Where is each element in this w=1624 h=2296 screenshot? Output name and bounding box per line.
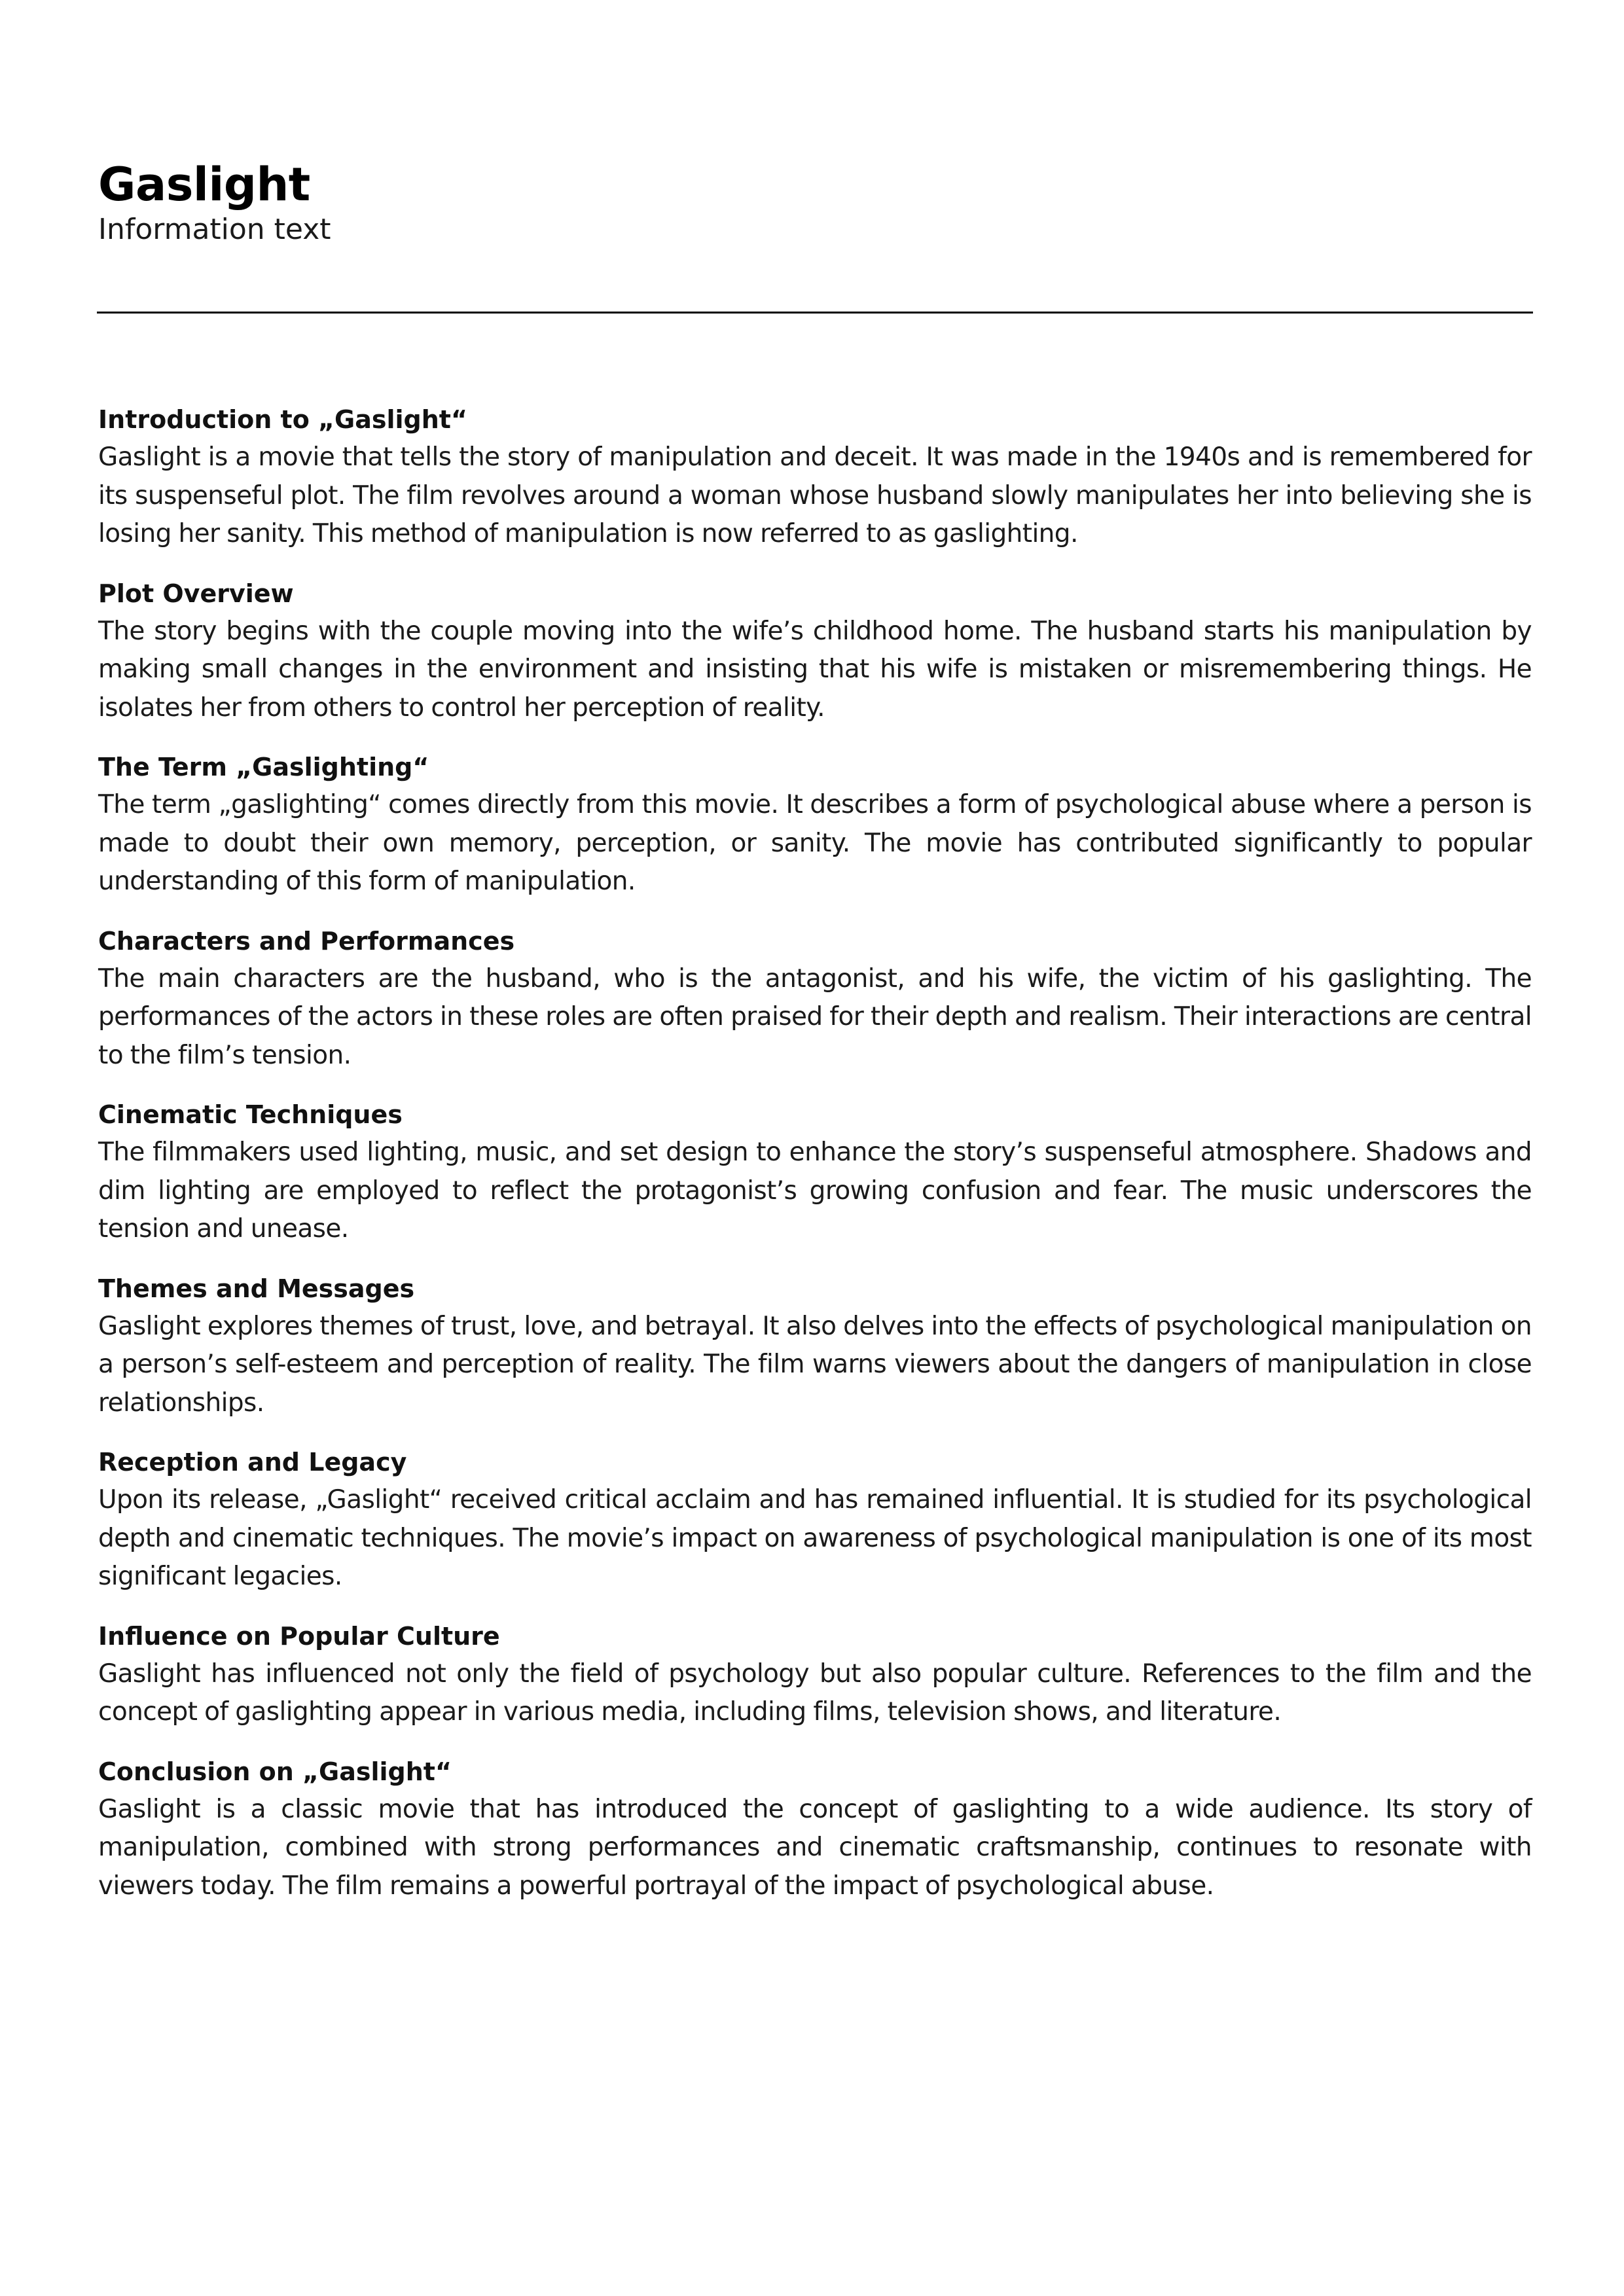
section-body: Gaslight is a classic movie that has introduced the concept of gaslighting to a wide audience. Its story of manipulation, combined with strong performances and cinematic craftsmanship, continues to resonate with viewers today. The film remains a powerful portrayal of the impact of psychological abuse. [98, 1794, 1532, 1901]
section-term-gaslighting [98, 748, 1532, 901]
document-page [98, 157, 1532, 1901]
section-heading: Plot Overview [98, 579, 294, 608]
section-body: Gaslight is a movie that tells the story of manipulation and deceit. It was made in the 1940s and is remembered for its suspenseful plot. The film revolves around a woman whose husband slowly manipulates her into believing she is losing her sanity. This method of manipulation is now referred to as gaslighting. [98, 442, 1532, 548]
sections-list [98, 401, 1532, 1926]
section-heading: Cinematic Techniques [98, 1100, 403, 1129]
section-conclusion [98, 1753, 1532, 1906]
section-introduction [98, 401, 1532, 554]
section-body: Upon its release, „Gaslight“ received critical acclaim and has remained influential. It is studied for its psychological depth and cinematic techniques. The movie’s impact on awareness of psychological manipulation is one of its most significant legacies. [98, 1485, 1532, 1591]
section-reception [98, 1443, 1532, 1596]
section-heading: Influence on Popular Culture [98, 1621, 500, 1651]
section-heading: Reception and Legacy [98, 1448, 407, 1477]
section-body: The main characters are the husband, who is the antagonist, and his wife, the victim of his gaslighting. The performances of the actors in these roles are often praised for their depth and realism. Their interactions are central to the film’s tension. [98, 963, 1532, 1070]
section-plot-overview [98, 575, 1532, 728]
section-heading: Introduction to „Gaslight“ [98, 405, 467, 434]
section-themes [98, 1270, 1532, 1423]
title-divider [97, 312, 1533, 314]
section-body: The term „gaslighting“ comes directly from this movie. It describes a form of psychological abuse where a person is made to doubt their own memory, perception, or sanity. The movie has contributed significantly to popular understanding of this form of manipulation. [98, 790, 1532, 896]
section-body: The filmmakers used lighting, music, and set design to enhance the story’s suspenseful atmosphere. Shadows and dim lighting are employed to reflect the protagonist’s growing confusion and fear. The music underscores the tension and unease. [98, 1138, 1532, 1244]
section-body: Gaslight has influenced not only the field of psychology but also popular culture. References to the film and the concept of gaslighting appear in various media, including films, television shows, and literature. [98, 1659, 1532, 1727]
section-heading: The Term „Gaslighting“ [98, 753, 429, 781]
section-heading: Themes and Messages [98, 1274, 415, 1303]
section-body: Gaslight explores themes of trust, love, and betrayal. It also delves into the effects of psychological manipulation on a person’s self-esteem and perception of reality. The film warns viewers about the dangers of manipulation in close relationships. [98, 1311, 1532, 1418]
section-cinematic-techniques [98, 1096, 1532, 1249]
section-heading: Characters and Performances [98, 926, 515, 956]
section-characters [98, 922, 1532, 1075]
section-body: The story begins with the couple moving into the wife’s childhood home. The husband starts his manipulation by making small changes in the environment and insisting that his wife is mistaken or misremembering things. He isolates her from others to control her perception of reality. [98, 616, 1532, 723]
section-heading: Conclusion on „Gaslight“ [98, 1757, 452, 1786]
document-title: Gaslight [98, 158, 310, 211]
document-subtitle: Information text [98, 213, 331, 246]
section-popular-culture [98, 1617, 1532, 1732]
